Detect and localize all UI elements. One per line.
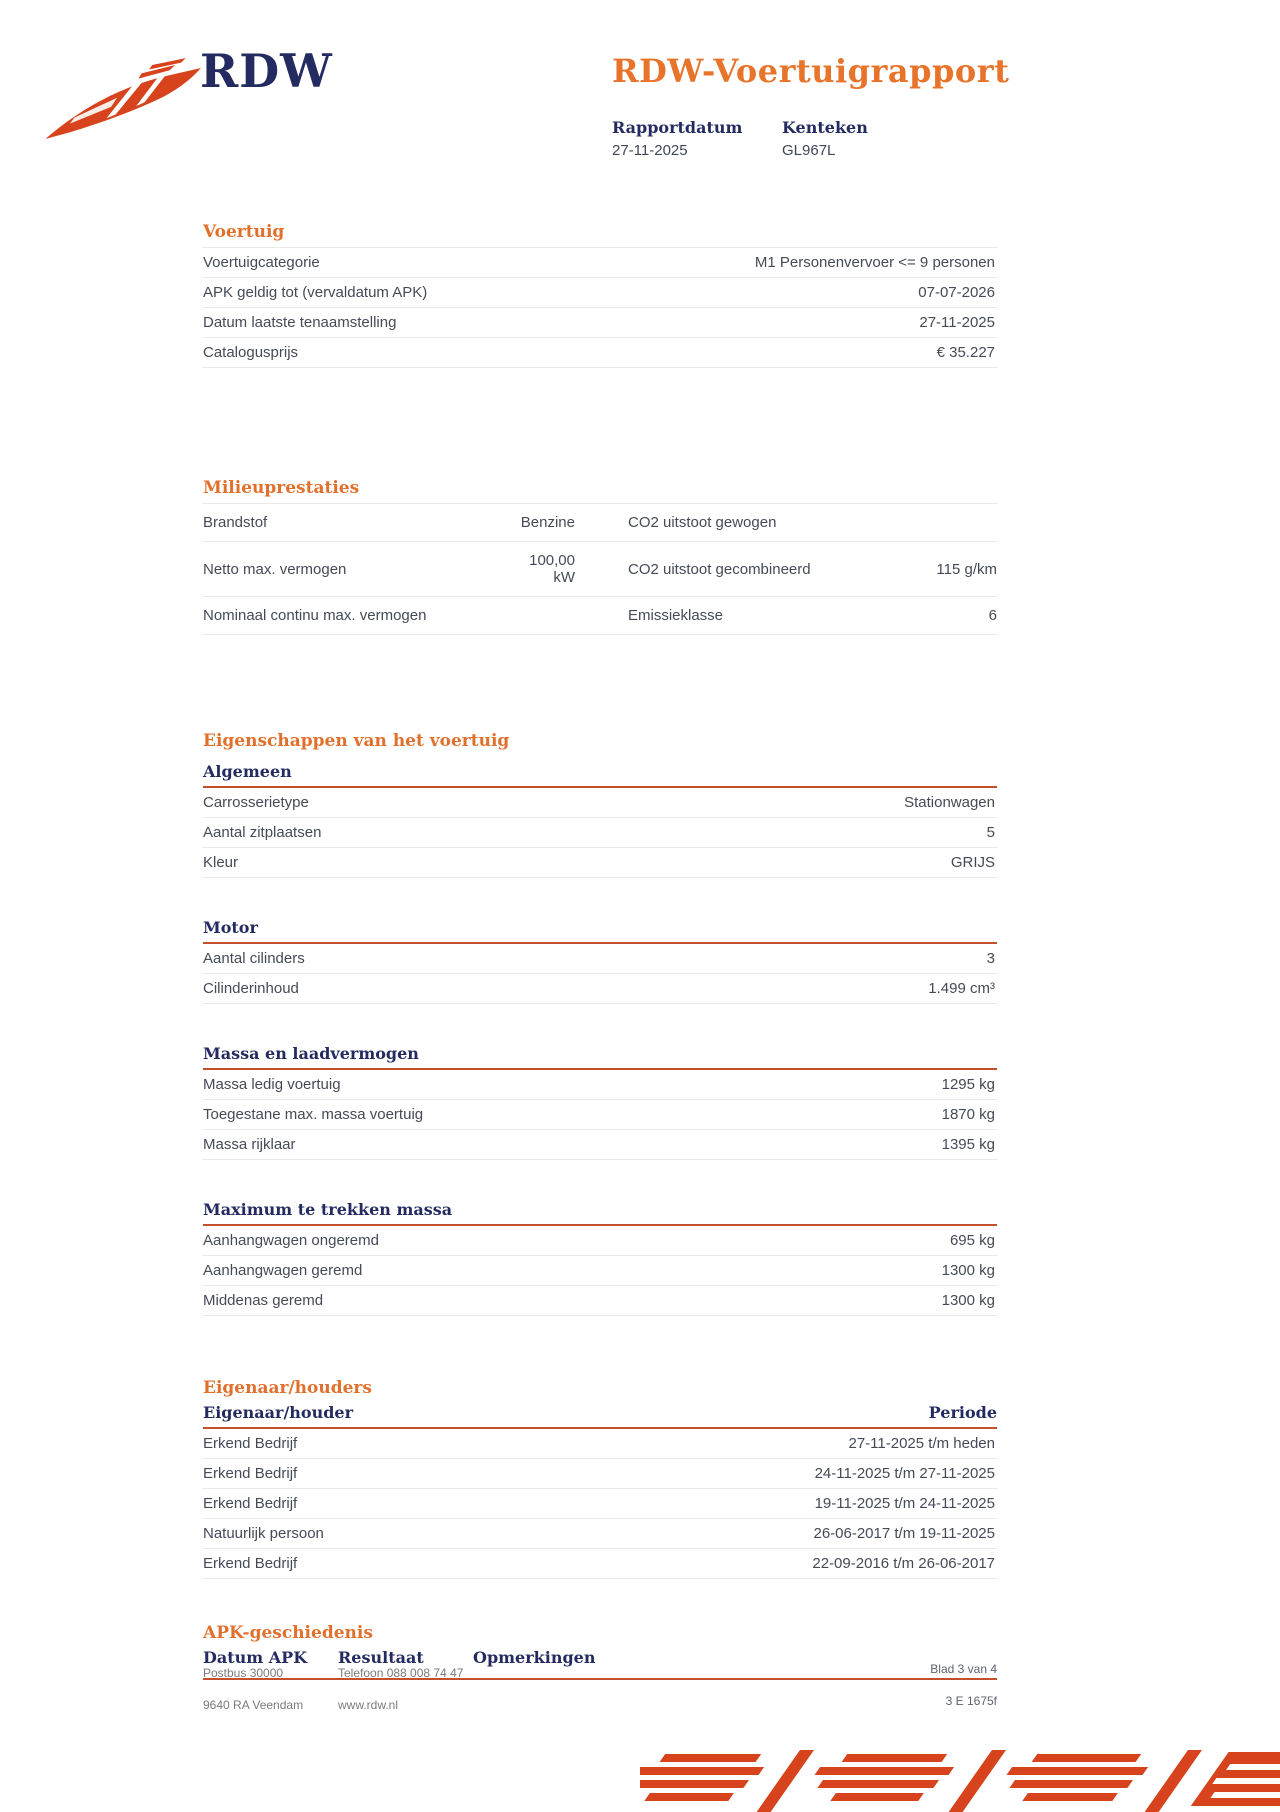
row-value: 1300 kg (941, 1262, 995, 1279)
subsection-massa (203, 1044, 997, 1160)
footer-city: 9640 RA Veendam (203, 1698, 304, 1712)
milieu-table (203, 503, 997, 635)
table-row (203, 1100, 997, 1130)
row-label: CO2 uitstoot gewogen (628, 514, 777, 531)
table-row (203, 338, 997, 368)
divider (203, 1678, 997, 1680)
report-date-value: 27-11-2025 (612, 142, 688, 159)
row-value: 27-11-2025 (919, 314, 995, 331)
row-label: APK geldig tot (vervaldatum APK) (203, 284, 428, 301)
row-label: Netto max. vermogen (203, 560, 347, 578)
row-value: 1395 kg (941, 1136, 995, 1153)
owner-table-header (203, 1403, 997, 1427)
voertuig-table (203, 247, 997, 368)
rdw-feather-logo-icon (44, 52, 204, 148)
section-title: APK-geschiedenis (203, 1623, 373, 1643)
row-label: Middenas geremd (203, 1292, 324, 1309)
table-row (203, 1130, 997, 1160)
row-value: Benzine (520, 514, 575, 531)
table-row (203, 1459, 997, 1489)
subsection-title: Maximum te trekken massa (203, 1200, 453, 1219)
footer-po-box: Postbus 30000 (203, 1666, 284, 1680)
owner-table (203, 1429, 997, 1579)
section-title: Voertuig (203, 222, 285, 242)
table-row (203, 1256, 997, 1286)
section-title: Eigenschappen van het voertuig (203, 731, 510, 751)
row-value: 19-11-2025 t/m 24-11-2025 (814, 1495, 995, 1512)
motor-table (203, 944, 997, 1004)
row-label: Brandstof (203, 514, 268, 531)
trekken-table (203, 1226, 997, 1316)
table-row (203, 974, 997, 1004)
row-value: 27-11-2025 t/m heden (848, 1435, 995, 1452)
section-eigenschappen (203, 731, 997, 1316)
row-value: 22-09-2016 t/m 26-06-2017 (812, 1555, 995, 1572)
row-label: Carrosserietype (203, 794, 309, 811)
column-header: Resultaat (338, 1648, 424, 1667)
report-date-label: Rapportdatum (612, 118, 743, 137)
table-row (203, 1549, 997, 1579)
row-value: 1870 kg (941, 1106, 995, 1123)
row-value: 5 (986, 824, 995, 841)
row-value: M1 Personenvervoer <= 9 personen (754, 254, 995, 271)
row-value: 1295 kg (941, 1076, 995, 1093)
row-label: Erkend Bedrijf (203, 1465, 298, 1482)
row-label: Datum laatste tenaamstelling (203, 314, 397, 331)
row-label: Aantal zitplaatsen (203, 824, 322, 841)
subsection-title: Algemeen (203, 762, 292, 781)
rdw-logo-text: RDW (200, 44, 333, 98)
table-row (203, 542, 997, 597)
row-label: CO2 uitstoot gecombineerd (628, 560, 811, 578)
row-label: Nominaal continu max. vermogen (203, 607, 427, 624)
table-row (203, 597, 997, 635)
row-label: Massa rijklaar (203, 1136, 296, 1153)
table-row (203, 248, 997, 278)
report-content (203, 0, 997, 1680)
section-eigenaar (203, 1378, 997, 1579)
table-row (203, 1226, 997, 1256)
section-milieuprestaties (203, 478, 997, 635)
footer-website: www.rdw.nl (338, 1698, 399, 1712)
footer-doc-code: 3 E 1675f (945, 1694, 997, 1708)
row-value: 115 g/km (936, 560, 997, 578)
massa-table (203, 1070, 997, 1160)
subsection-motor (203, 918, 997, 1004)
row-label: Aantal cilinders (203, 950, 305, 967)
column-header: Opmerkingen (473, 1648, 596, 1667)
table-row (203, 1489, 997, 1519)
section-title: Milieuprestaties (203, 478, 360, 498)
row-label: Erkend Bedrijf (203, 1435, 298, 1452)
row-value: € 35.227 (936, 344, 995, 361)
subsection-title: Motor (203, 918, 258, 937)
column-header: Periode (928, 1403, 997, 1422)
section-voertuig (203, 222, 997, 368)
plate-label: Kenteken (782, 118, 868, 137)
plate-value: GL967L (782, 142, 836, 159)
footer-page-number: Blad 3 van 4 (930, 1662, 997, 1676)
row-value: 1.499 cm³ (928, 980, 995, 997)
table-row (203, 788, 997, 818)
table-row (203, 1070, 997, 1100)
row-label: Erkend Bedrijf (203, 1495, 298, 1512)
table-row (203, 848, 997, 878)
table-row (203, 1286, 997, 1316)
row-label: Emissieklasse (628, 607, 724, 624)
section-title: Eigenaar/houders (203, 1378, 372, 1398)
column-header: Datum APK (203, 1648, 308, 1667)
row-label: Voertuigcategorie (203, 254, 320, 271)
row-value: 6 (988, 607, 997, 624)
row-label: Aanhangwagen ongeremd (203, 1232, 379, 1249)
row-value: 100,00 kW (529, 552, 575, 586)
subsection-trekken (203, 1200, 997, 1316)
page-title: RDW-Voertuigrapport (612, 52, 1010, 90)
rdw-stripes-graphic (640, 1750, 1280, 1812)
row-value: 1300 kg (941, 1292, 995, 1309)
subsection-algemeen (203, 762, 997, 878)
row-value: 07-07-2026 (918, 284, 995, 301)
row-label: Massa ledig voertuig (203, 1076, 341, 1093)
row-label: Aanhangwagen geremd (203, 1262, 363, 1279)
row-label: Catalogusprijs (203, 344, 299, 361)
algemeen-table (203, 788, 997, 878)
column-header: Eigenaar/houder (203, 1403, 354, 1422)
row-label: Erkend Bedrijf (203, 1555, 298, 1572)
table-row (203, 278, 997, 308)
row-value: 24-11-2025 t/m 27-11-2025 (814, 1465, 995, 1482)
table-row (203, 944, 997, 974)
row-value: 26-06-2017 t/m 19-11-2025 (813, 1525, 995, 1542)
table-row (203, 308, 997, 338)
table-row (203, 818, 997, 848)
row-value: GRIJS (950, 854, 995, 871)
table-row (203, 1519, 997, 1549)
row-value: 3 (986, 950, 995, 967)
row-label: Kleur (203, 854, 239, 871)
table-row (203, 1429, 997, 1459)
row-label: Toegestane max. massa voertuig (203, 1106, 424, 1123)
row-value: 695 kg (949, 1232, 995, 1249)
table-row (203, 504, 997, 542)
subsection-title: Massa en laadvermogen (203, 1044, 419, 1063)
row-value: Stationwagen (904, 794, 995, 811)
row-label: Natuurlijk persoon (203, 1525, 324, 1542)
row-label: Cilinderinhoud (203, 980, 299, 997)
footer-phone: Telefoon 088 008 74 47 (338, 1666, 464, 1680)
